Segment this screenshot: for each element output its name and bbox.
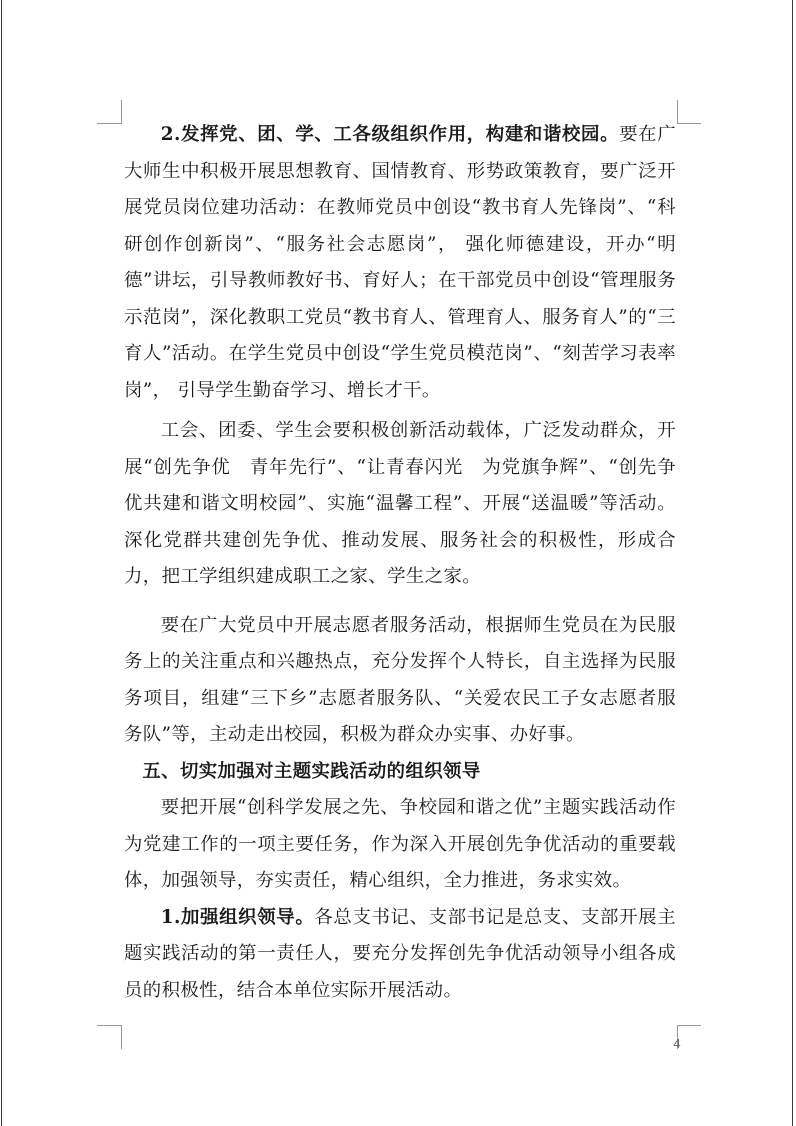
crop-mark-top-left-h bbox=[97, 123, 121, 124]
crop-mark-top-right-h bbox=[677, 123, 701, 124]
paragraph-5-lead: 1.加强组织领导。 bbox=[160, 906, 315, 928]
paragraph-3 bbox=[124, 608, 676, 754]
page-number: 4 bbox=[673, 1036, 681, 1051]
page-left-edge bbox=[1, 0, 2, 1126]
paragraph-2 bbox=[124, 413, 676, 596]
page-right-edge bbox=[792, 0, 793, 1126]
crop-mark-bottom-left-v bbox=[121, 1025, 122, 1049]
crop-mark-top-left-v bbox=[121, 100, 122, 124]
paragraph-5-text: 各总支书记、支部书记是总支、支部开展主题实践活动的第一责任人，要充分发挥创先争优活动领导小组各成员的积极性，结合本单位实际开展活动。 bbox=[124, 906, 676, 1001]
paragraph-4-text: 要把开展“创科学发展之先、争校园和谐之优”主题实践活动作为党建工作的一项主要任务，作为深入开展创先争优活动的重要载体，加强领导，夯实责任，精心组织，全力推进，务求实效。 bbox=[124, 797, 676, 891]
paragraph-5 bbox=[124, 900, 676, 1010]
paragraph-4 bbox=[124, 790, 676, 900]
section-heading: 五、切实加强对主题实践活动的组织领导 bbox=[142, 760, 481, 782]
paragraph-1-text: 要在广大师生中积极开展思想教育、国情教育、形势政策教育，要广泛开展党员岗位建功活动：在教师党员中创设“教书育人先锋岗”、“科研创作创新岗”、“服务社会志愿岗”， 强化师德建设，开办“明德”讲坛，引导教师教好书、育好人；在干部党员中创设“管理服务示范岗”，深化教职工党员“教书育人、管理育人、服务育人”的“三育人”活动。在学生党员中创设“学生党员模范岗”、“刻苦学习表率岗”， 引导学生勤奋学习、增长才干。 bbox=[124, 124, 677, 401]
crop-mark-top-right-v bbox=[677, 100, 678, 124]
crop-mark-bottom-right-h bbox=[677, 1025, 701, 1026]
paragraph-2-text: 工会、团委、学生会要积极创新活动载体，广泛发动群众，开展“创先争优 青年先行”、“让青春闪光 为党旗争辉”、“创先争优共建和谐文明校园”、实施“温馨工程”、开展“送温暖”等活动。深化党群共建创先争优、推动发展、服务社会的积极性，形成合力，把工学组织建成职工之家、学生之家。 bbox=[124, 420, 676, 587]
paragraph-1 bbox=[124, 117, 676, 409]
paragraph-1-lead: 2.发挥党、团、学、工各级组织作用，构建和谐校园。 bbox=[160, 124, 620, 145]
paragraph-3-text: 要在广大党员中开展志愿者服务活动，根据师生党员在为民服务上的关注重点和兴趣热点，充分发挥个人特长，自主选择为民服务项目，组建“三下乡”志愿者服务队、“关爱农民工子女志愿者服务队”等，主动走出校园，积极为群众办实事、办好事。 bbox=[124, 614, 676, 745]
body-text bbox=[124, 117, 676, 1009]
crop-mark-bottom-left-h bbox=[97, 1025, 121, 1026]
